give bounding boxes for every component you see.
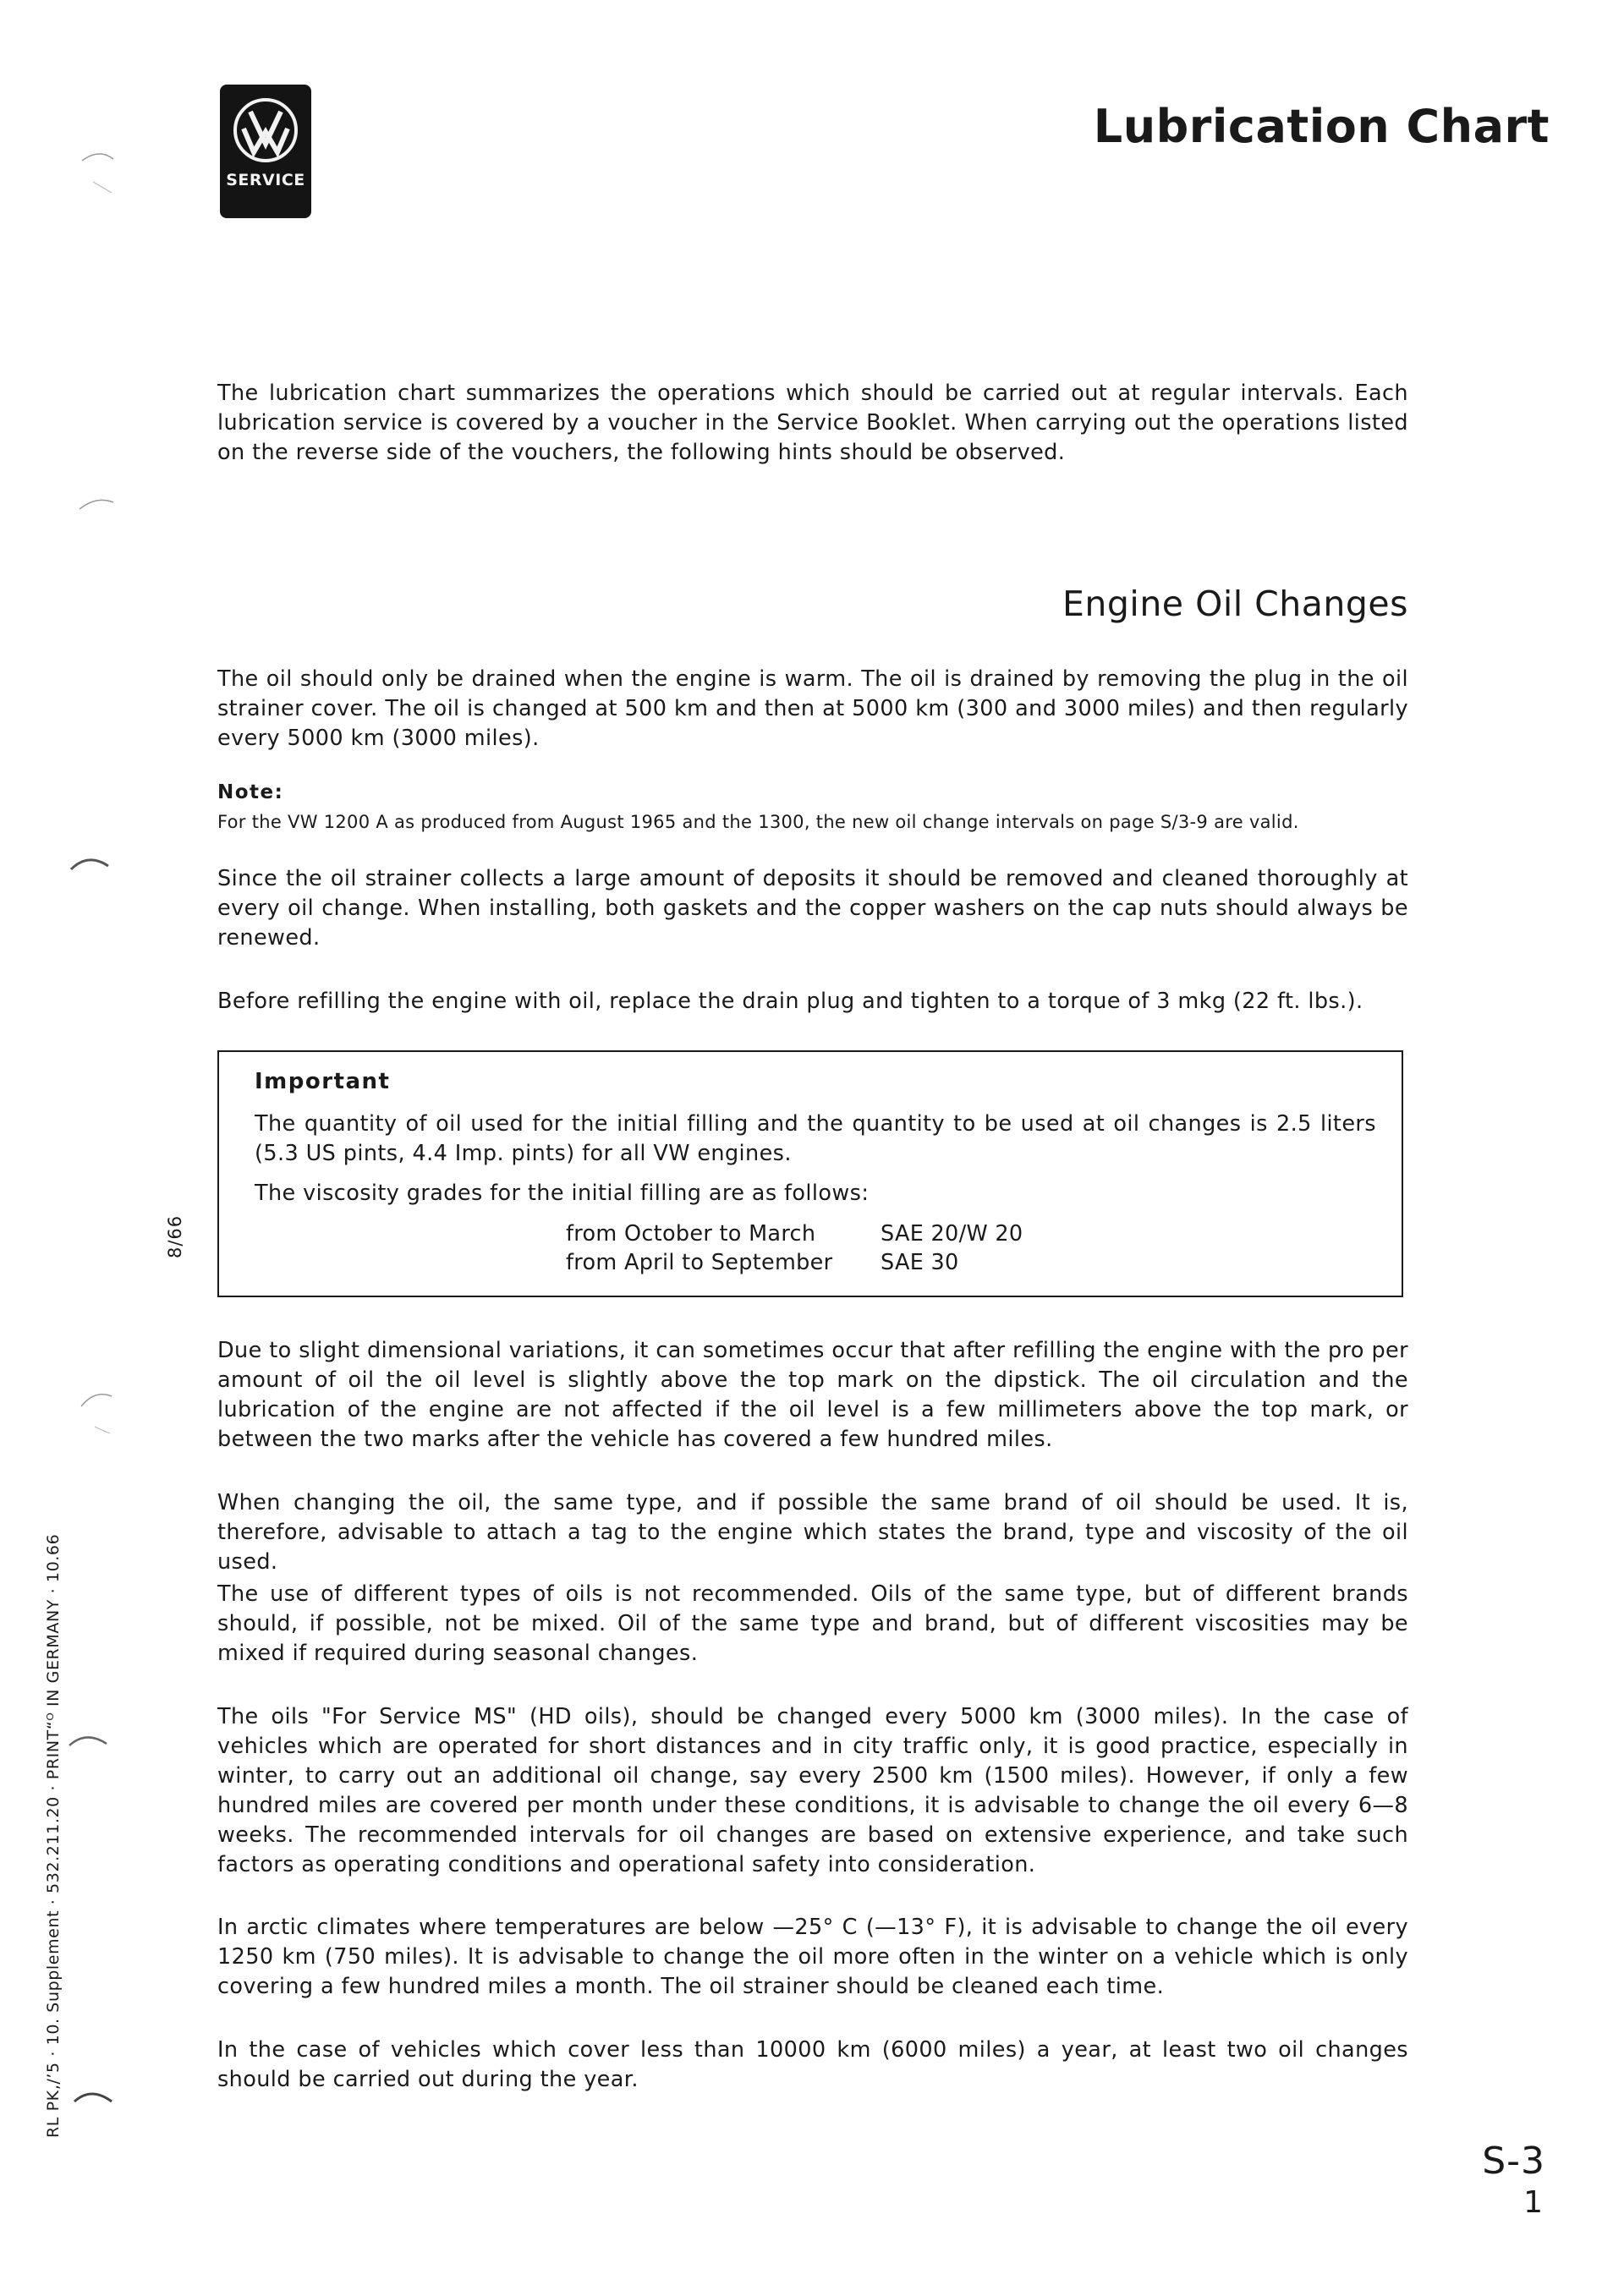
viscosity-grade: SAE 30 (881, 1250, 959, 1275)
important-viscosity-intro: The viscosity grades for the initial filling are as follows: (255, 1181, 870, 1206)
punch-hole-mark (64, 1725, 115, 1759)
important-title: Important (255, 1069, 391, 1094)
section-paragraph-drain: The oil should only be drained when the engine is warm. The oil is drained by removing the plug in the oil strainer cover. The oil is changed at 500 km and then at 5000 km (300 and 3000 miles) and then regularly every 5000 km (3000 miles). (217, 666, 1408, 751)
note-label: Note: (217, 781, 284, 803)
print-info-line: RL PK‚/’5 · 10. Supplement · 532.211.20 · PRINT“ᴼ IN GERMANY · 10.66 (44, 1533, 63, 2138)
page-code: S-3 (1482, 2140, 1545, 2183)
document-title: Lubrication Chart (1093, 100, 1550, 153)
vw-logo-icon (232, 96, 299, 164)
paragraph-low-mileage: In the case of vehicles which cover less than 10000 km (6000 miles) a year, at least two oil changes should be carried out during the year. (217, 2037, 1408, 2092)
viscosity-period: from October to March (566, 1221, 816, 1247)
paragraph-oil-level: Due to slight dimensional variations, it can sometimes occur that after refilling the engine with the pro per amount of oil the oil level is slightly above the top mark on the dipstick. The oil circulation and the lubrication of the engine are not affected if the oil level is a few millimeters above the top mark, or between the two marks after the vehicle has covered a few hundred miles. (217, 1338, 1408, 1452)
intro-paragraph: The lubrication chart summarizes the operations which should be carried out at regular intervals. Each lubrication service is covered by a voucher in the Service Booklet. When carrying out the operations listed on the reverse side of the vouchers, the following hints should be observed. (217, 381, 1408, 465)
punch-hole-mark (78, 1383, 120, 1433)
logo-label: SERVICE (226, 171, 305, 189)
vw-service-logo (220, 85, 311, 218)
section-title: Engine Oil Changes (1062, 584, 1408, 624)
note-text: For the VW 1200 A as produced from August 1965 and the 1300, the new oil change intervals on page S/3-9 are valid. (217, 812, 1299, 832)
paragraph-same-oil: When changing the oil, the same type, and if possible the same brand of oil should be used. It is, therefore, advisable to attach a tag to the engine which states the brand, type and viscosity of the oil used. (217, 1490, 1408, 1575)
viscosity-grade: SAE 20/W 20 (881, 1221, 1023, 1247)
viscosity-period: from April to September (566, 1250, 833, 1275)
important-box (217, 1050, 1403, 1297)
section-paragraph-strainer: Since the oil strainer collects a large amount of deposits it should be removed and cleaned thoroughly at every oil change. When installing, both gaskets and the copper washers on the cap nuts should always be renewed. (217, 866, 1408, 951)
paragraph-hd-oils: The oils "For Service MS" (HD oils), should be changed every 5000 km (3000 miles). In the case of vehicles which are operated for short distances and in city traffic only, it is good practice, especially in winter, to carry out an additional oil change, say every 2500 km (1500 miles). However, if only a few hundred miles are covered per month under these conditions, it is advisable to change the oil every 6—8 weeks. The recommended intervals for oil changes are based on extensive experience, and take such factors as operating conditions and operational safety into consideration. (217, 1704, 1408, 1877)
punch-hole-mark (71, 2085, 122, 2118)
punch-hole-mark (64, 844, 115, 878)
page-number: 1 (1523, 2185, 1543, 2220)
punch-hole-mark (78, 144, 120, 195)
important-quantity-text: The quantity of oil used for the initial filling and the quantity to be used at oil changes is 2.5 liters (5.3 US pints, 4.4 Imp. pints) for all VW engines. (255, 1111, 1376, 1166)
side-date-stamp: 8/66 (165, 1214, 185, 1258)
paragraph-arctic: In arctic climates where temperatures are below —25° C (—13° F), it is advisable to change the oil every 1250 km (750 miles). It is advisable to change the oil more often in the winter on a vehicle which is only covering a few hundred miles a month. The oil strainer should be cleaned each time. (217, 1915, 1408, 1999)
punch-hole-mark (78, 490, 120, 516)
section-paragraph-refill: Before refilling the engine with oil, replace the drain plug and tighten to a torque of 3 mkg (22 ft. lbs.). (217, 989, 1363, 1014)
paragraph-mixing-oils: The use of different types of oils is not recommended. Oils of the same type, but of different brands should, if possible, not be mixed. Oil of the same type and brand, but of different viscosities may be mixed if required during seasonal changes. (217, 1581, 1408, 1666)
